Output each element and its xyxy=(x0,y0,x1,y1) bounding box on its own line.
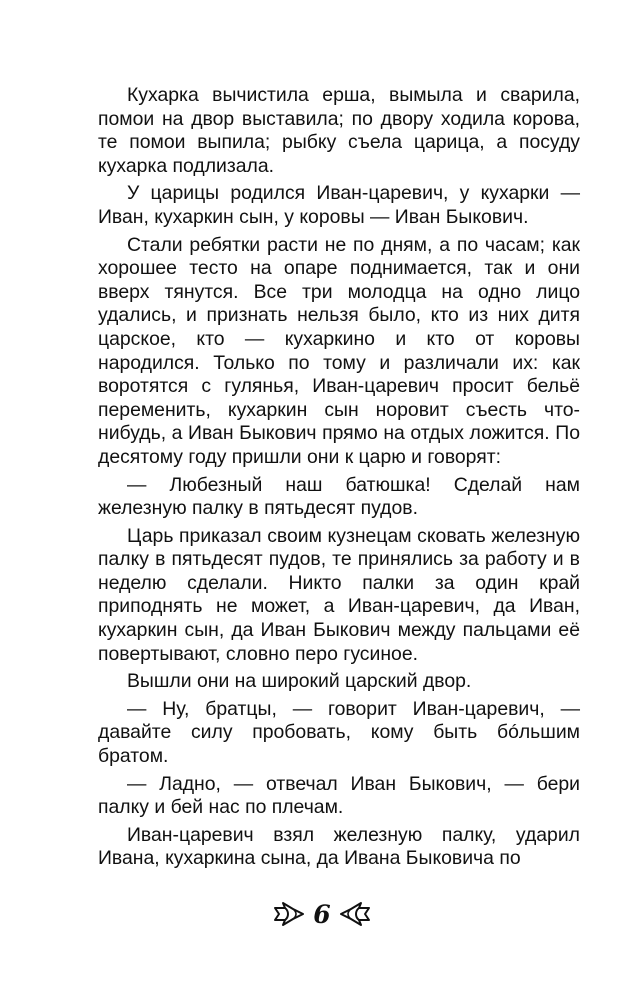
page-footer xyxy=(0,896,644,932)
ornament-left-icon xyxy=(273,899,307,929)
paragraph: Иван-царевич взял железную палку, ударил Ивана, кухаркина сына, да Ивана Быковича по xyxy=(98,823,580,870)
paragraph: Кухарка вычистила ерша, вымыла и сварила, помои на двор выставила; по двору ходила корова, те помои выпила; рыбку съела царица, а посуду кухарка подлизала. xyxy=(98,84,580,177)
book-page-text xyxy=(98,84,580,875)
ornament-right-icon xyxy=(337,899,371,929)
page-number: 6 xyxy=(313,900,331,929)
paragraph: У царицы родился Иван-царевич, у кухарки — Иван, кухаркин сын, у коровы — Иван Быкович. xyxy=(98,182,580,228)
paragraph: — Любезный наш батюшка! Сделай нам железную палку в пятьдесят пудов. xyxy=(98,473,580,520)
paragraph: — Ладно, — отвечал Иван Быкович, — бери палку и бей нас по плечам. xyxy=(98,772,580,819)
paragraph: — Ну, братцы, — говорит Иван-царевич, — давайте силу пробовать, кому быть бóльшим братом. xyxy=(98,697,580,768)
paragraph: Царь приказал своим кузнецам сковать железную палку в пятьдесят пудов, те принялись за работу и в неделю сделали. Никто палки за один край приподнять не может, а Иван-царевич, да Иван, кухаркин сын, да Иван Быкович между пальцами её повертывают, словно перо гусиное. xyxy=(98,524,580,665)
paragraph: Вышли они на широкий царский двор. xyxy=(127,670,472,693)
paragraph: Стали ребятки расти не по дням, а по часам; как хорошее тесто на опаре поднимается, так и они вверх тянутся. Все три молодца на одно лицо удались, и признать нельзя было, кто из них дитя царское, кто — кухаркино и кто от коровы народился. Только по тому и различали их: как воротятся с гулянья, Иван-царевич просит бельё переменить, кухаркин сын норовит съесть что-нибудь, а Иван Быкович прямо на отдых ложится. По десятому году пришли они к царю и говорят: xyxy=(98,233,580,468)
